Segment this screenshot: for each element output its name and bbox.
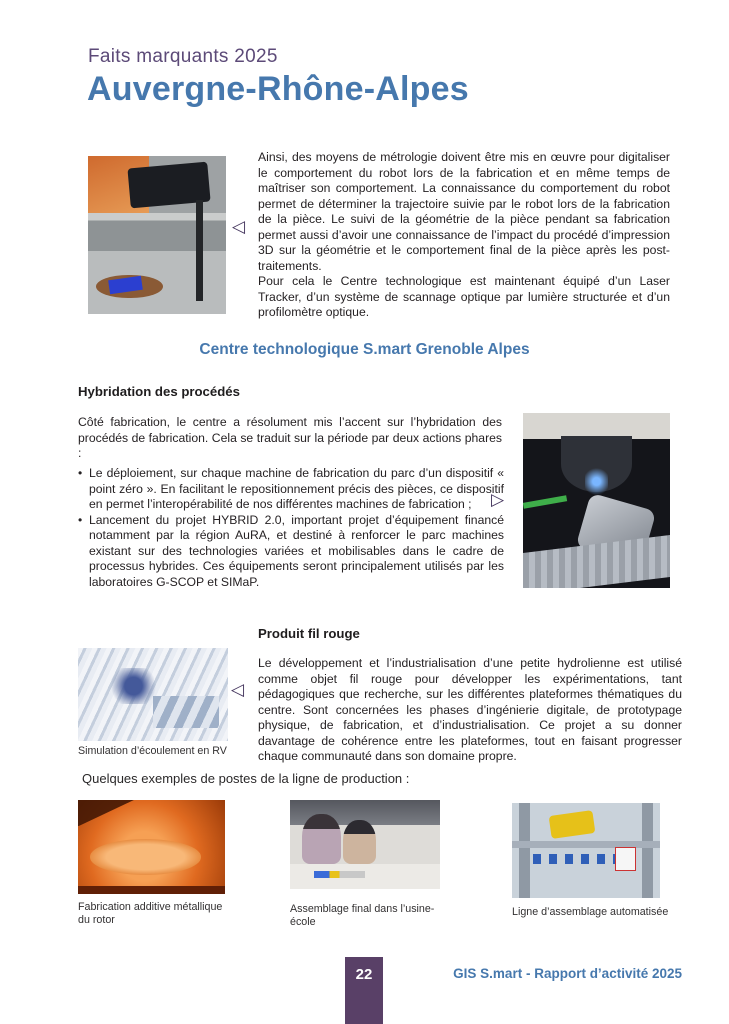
example-caption: Ligne d’assemblage automatisée — [512, 906, 669, 918]
report-title: GIS S.mart - Rapport d’activité 2025 — [453, 966, 682, 981]
page-number-box — [345, 957, 383, 1024]
table-shape — [290, 864, 440, 889]
warning-sign-shape — [615, 847, 636, 872]
build-plate-shape — [90, 839, 202, 875]
photo-simulation-rv — [78, 648, 228, 741]
frame-post-shape — [519, 803, 529, 898]
hybridation-intro: Côté fabrication, le centre a résolument mis l’accent sur l’hybridation des procédés de fabrication. Cela se traduit sur la période par deux actions phares : — [78, 415, 502, 461]
yellow-part-shape — [549, 810, 596, 839]
bullet-text: Le déploiement, sur chaque machine de fabrication du parc d’un dispositif « point zéro ». En facilitant le repositionnement précis des pièces, ce dispositif en permet l’interopérabilité de nos différentes machines de fabrication ; — [89, 466, 504, 511]
blue-glow-shape — [585, 466, 609, 498]
page-title: Auvergne-Rhône-Alpes — [87, 70, 469, 108]
hybridation-bullet-list — [78, 466, 504, 590]
person-shape — [343, 820, 376, 865]
example-caption: Fabrication additive métallique du rotor — [78, 901, 223, 926]
fil-rouge-heading: Produit fil rouge — [258, 626, 360, 641]
fil-rouge-body: Le développement et l’industrialisation d’une petite hydrolienne est utilisé comme objet fil rouge pour développer les expérimentations, tant pédagogiques que recherche, sur les différentes plateformes thématiques du centre. Sont concernées les phases d’ingénierie digitale, de prototypage physique, de fabrication, et d’industrialisation. Ce projet a su donner davantage de cohérence entre les plateformes, tout en faisant progresser chaque communauté dans son domaine propre. — [258, 656, 682, 764]
bullet-icon: • — [78, 512, 83, 527]
photo-additive-metal — [78, 800, 225, 894]
bullet-text: Lancement du projet HYBRID 2.0, important projet d’équipement financé notamment par la région AuRA, et destiné à renforcer le parc machines existant sur des technologies variées et mobilisables dans le cadre de processus hybrides. Ces équipements seront principalement utilisés par les laboratoires G-SCOP et SIMaP. — [89, 512, 504, 589]
blue-parts-shape — [533, 854, 619, 864]
simulation-caption: Simulation d’écoulement en RV — [78, 745, 227, 757]
beam-shape — [512, 841, 660, 848]
photo-assembly-line — [512, 803, 660, 898]
person-shape — [302, 814, 341, 864]
flow-cluster-shape — [108, 668, 159, 703]
rail-shape — [523, 535, 670, 588]
photo-metrology-scanner — [88, 156, 226, 314]
triangle-right-icon: ▷ — [491, 490, 505, 510]
triangle-left-icon: ◁ — [232, 217, 246, 237]
kicker: Faits marquants 2025 — [88, 46, 278, 67]
green-cable-shape — [523, 495, 567, 509]
frame-post-shape — [642, 803, 652, 898]
examples-intro: Quelques exemples de postes de la ligne de production : — [82, 771, 410, 786]
dark-corner-shape — [78, 800, 134, 826]
metrology-text — [258, 150, 670, 321]
parts-shape — [314, 871, 365, 878]
centre-technologique-heading: Centre technologique S.mart Grenoble Alpes — [199, 341, 530, 358]
photo-hybrid-machining — [523, 413, 670, 588]
metrology-paragraph-2: Pour cela le Centre technologique est maintenant équipé d’un Laser Tracker, d’un système de scannage optique par lumière structurée et d’un profilomètre optique. — [258, 274, 670, 319]
dark-bar-shape — [78, 886, 225, 894]
hybridation-heading: Hybridation des procédés — [78, 384, 240, 399]
photo-usine-ecole — [290, 800, 440, 889]
flow-steps-shape — [153, 696, 219, 728]
page-number: 22 — [355, 966, 373, 983]
triangle-left-icon: ◁ — [231, 680, 245, 700]
bullet-icon: • — [78, 466, 83, 480]
list-item — [78, 513, 504, 591]
metrology-paragraph-1: Ainsi, des moyens de métrologie doivent être mis en œuvre pour digitaliser le comportement du robot lors de la fabrication et en même temps de maîtriser son comportement. La connaissance du comportement du robot permet de déterminer la trajectoire suivie par le robot lors de la fabrication de la pièce. Le suivi de la géométrie de la pièce pendant sa fabrication permet aussi d’avoir une connaissance de l’impact du procédé d’impression 3D sur la géométrie et le comportement final de la pièce après les post-traitements. — [258, 150, 670, 273]
list-item — [78, 466, 504, 513]
machine-band-shape — [88, 213, 226, 251]
example-caption: Assemblage final dans l’usine-école — [290, 903, 435, 928]
tripod-pole-shape — [196, 200, 203, 301]
